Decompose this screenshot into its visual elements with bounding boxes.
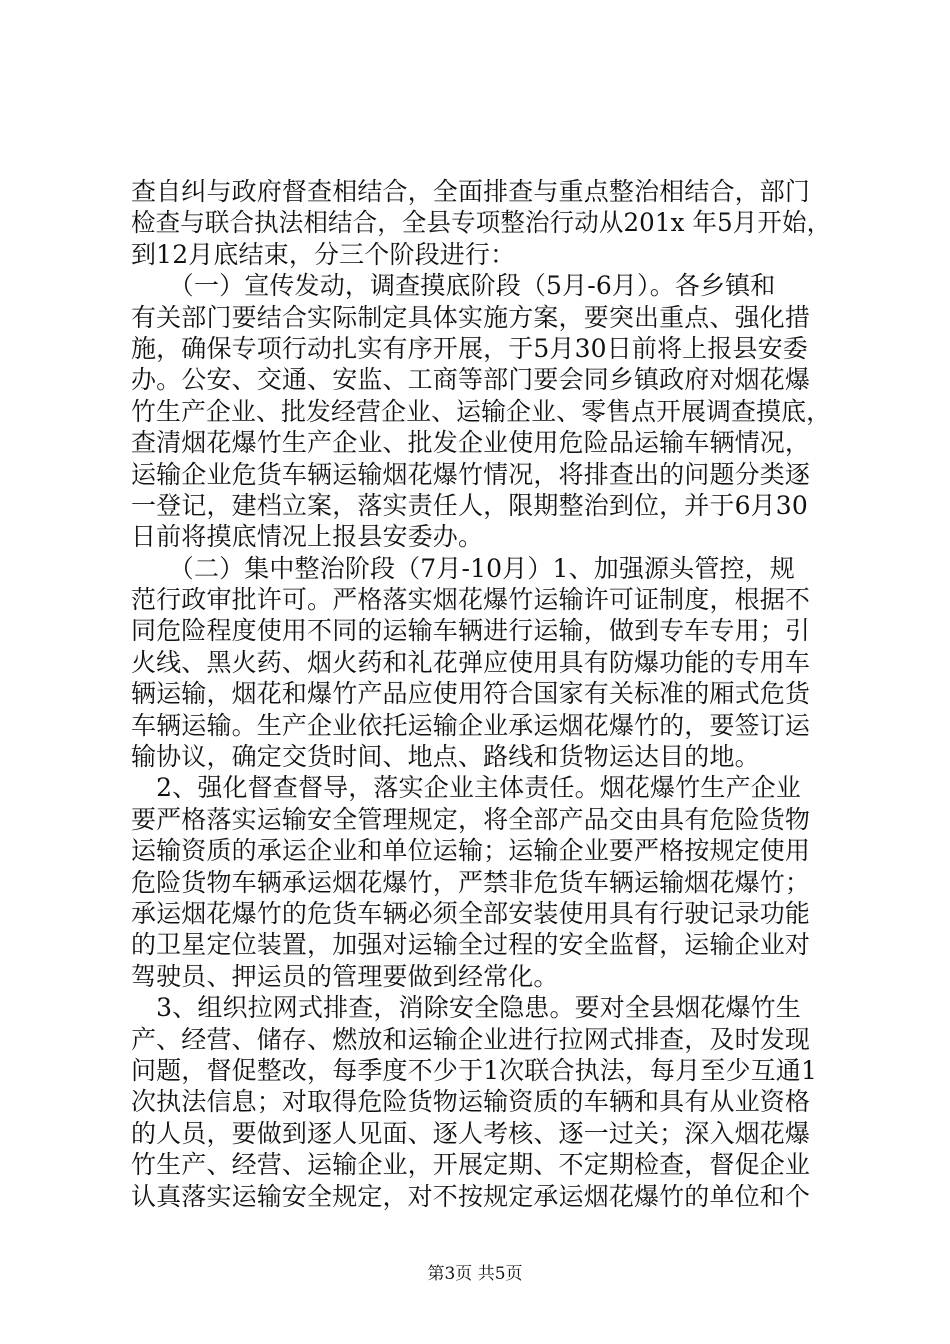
text-line: 查自纠与政府督查相结合，全面排查与重点整治相结合，部门 — [131, 177, 811, 206]
text-line: （一）宣传发动，调查摸底阶段（5月-6月）。各乡镇和 — [131, 271, 776, 301]
text-line: 范行政审批许可。严格落实烟花爆竹运输许可证制度，根据不 — [131, 585, 811, 615]
text-line: 3、组织拉网式排查，消除安全隐患。要对全县烟花爆竹生 — [131, 993, 801, 1023]
text-line: 运输资质的承运企业和单位运输；运输企业要严格按规定使用 — [131, 836, 811, 866]
text-line: （二）集中整治阶段（7月-10月）1、加强源头管控，规 — [131, 553, 795, 583]
text-line: 办。公安、交通、安监、工商等部门要会同乡镇政府对烟花爆 — [131, 365, 811, 395]
text-line: 施，确保专项行动扎实有序开展，于5月30日前将上报县安委 — [131, 333, 808, 363]
text-line: 2、强化督查督导，落实企业主体责任。烟花爆竹生产企业 — [131, 773, 801, 803]
text-line: 驾驶员、押运员的管理要做到经常化。 — [131, 961, 559, 991]
text-line: 同危险程度使用不同的运输车辆进行运输，做到专车专用；引 — [131, 616, 811, 646]
text-line: 竹生产企业、批发经营企业、运输企业、零售点开展调查摸底， — [131, 396, 832, 426]
text-line: 产、经营、储存、燃放和运输企业进行拉网式排查，及时发现 — [131, 1024, 811, 1054]
text-line: 火线、黑火药、烟火药和礼花弹应使用具有防爆功能的专用车 — [131, 647, 811, 677]
text-line: 查清烟花爆竹生产企业、批发企业使用危险品运输车辆情况， — [131, 428, 811, 458]
text-line: 危险货物车辆承运烟花爆竹，严禁非危货车辆运输烟花爆竹； — [131, 867, 811, 897]
text-line: 一登记，建档立案，落实责任人，限期整治到位，并于6月30 — [131, 490, 808, 520]
text-line: 有关部门要结合实际制定具体实施方案，要突出重点、强化措 — [131, 302, 811, 332]
page-footer: 第3页 共5页 — [427, 1264, 523, 1284]
text-line: 日前将摸底情况上报县安委办。 — [131, 522, 484, 552]
text-line: 承运烟花爆竹的危货车辆必须全部安装使用具有行驶记录功能 — [131, 898, 811, 928]
text-line: 的卫星定位装置，加强对运输全过程的安全监督，运输企业对 — [131, 930, 811, 960]
text-line: 竹生产、经营、运输企业，开展定期、不定期检查，督促企业 — [131, 1150, 811, 1180]
document-body — [131, 176, 831, 1212]
text-line: 检查与联合执法相结合，全县专项整治行动从201x 年5月开始， — [131, 208, 832, 238]
text-line: 辆运输，烟花和爆竹产品应使用符合国家有关标准的厢式危货 — [131, 679, 811, 709]
text-line: 运输企业危货车辆运输烟花爆竹情况，将排查出的问题分类逐 — [131, 459, 811, 489]
text-line: 车辆运输。生产企业依托运输企业承运烟花爆竹的，要签订运 — [131, 710, 811, 740]
text-line: 要严格落实运输安全管理规定，将全部产品交由具有危险货物 — [131, 804, 811, 834]
text-line: 认真落实运输安全规定，对不按规定承运烟花爆竹的单位和个 — [131, 1181, 811, 1211]
text-line: 到12月底结束，分三个阶段进行： — [131, 239, 516, 269]
text-line: 的人员，要做到逐人见面、逐人考核、逐一过关；深入烟花爆 — [131, 1118, 811, 1148]
text-line: 输协议，确定交货时间、地点、路线和货物运达目的地。 — [131, 742, 760, 772]
text-line: 问题，督促整改，每季度不少于1次联合执法，每月至少互通1 — [131, 1055, 818, 1085]
text-line: 次执法信息；对取得危险货物运输资质的车辆和具有从业资格 — [131, 1087, 811, 1117]
